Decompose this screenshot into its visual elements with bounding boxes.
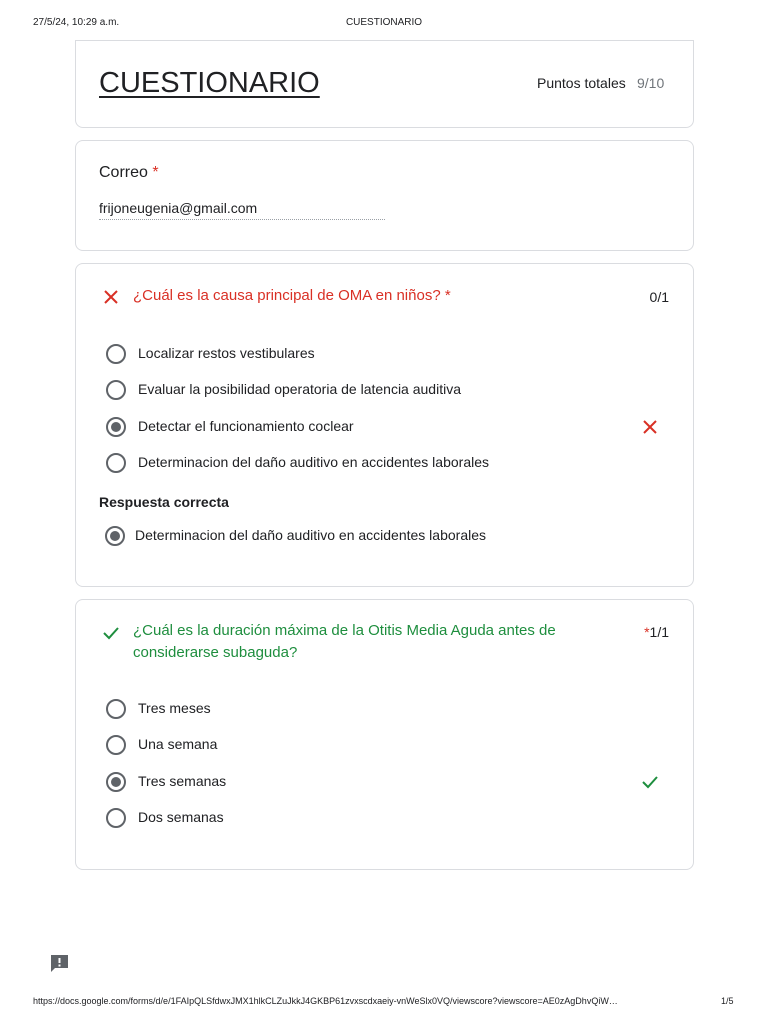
question-card-2 bbox=[75, 599, 694, 870]
radio-button[interactable] bbox=[106, 380, 126, 400]
question-score: 0/1 bbox=[649, 289, 669, 305]
option-row[interactable] bbox=[106, 771, 666, 793]
option-label: Tres semanas bbox=[138, 773, 227, 789]
total-points-value: 9/10 bbox=[637, 75, 665, 91]
form-title-card bbox=[75, 40, 694, 128]
option-label: Localizar restos vestibulares bbox=[138, 345, 315, 361]
correct-answer-heading: Respuesta correcta bbox=[99, 494, 229, 510]
option-row[interactable] bbox=[106, 416, 666, 438]
option-row[interactable] bbox=[106, 343, 666, 365]
radio-button-selected[interactable] bbox=[106, 417, 126, 437]
print-title: CUESTIONARIO bbox=[345, 17, 423, 28]
radio-button[interactable] bbox=[106, 344, 126, 364]
email-question-label bbox=[99, 164, 159, 182]
question-title: ¿Cuál es la causa principal de OMA en niños? * bbox=[133, 287, 451, 304]
email-question-card bbox=[75, 140, 694, 251]
option-label: Tres meses bbox=[138, 700, 211, 716]
correct-answer-row bbox=[105, 525, 665, 547]
question-card-1 bbox=[75, 263, 694, 587]
option-label: Una semana bbox=[138, 736, 218, 752]
footer-page-number: 1/5 bbox=[721, 996, 734, 1006]
print-header bbox=[0, 17, 768, 31]
x-icon bbox=[102, 288, 120, 306]
form-title: CUESTIONARIO bbox=[99, 67, 320, 99]
email-label-text: Correo bbox=[99, 164, 148, 181]
question-score bbox=[644, 624, 669, 640]
radio-button-selected bbox=[105, 526, 125, 546]
check-icon bbox=[102, 624, 120, 642]
footer-url: https://docs.google.com/forms/d/e/1FAIpQLSfdwxJMX1hlkCLZuJkkJ4GKBP61zvxscdxaeiy-vnWeSlx0VQ/viewscore?viewscore=AE0zAgDhvQiW… bbox=[33, 996, 618, 1006]
question-score-value: 1/1 bbox=[649, 624, 669, 640]
check-icon bbox=[641, 773, 659, 791]
total-points-label: Puntos totales bbox=[537, 75, 626, 91]
option-label: Determinacion del daño auditivo en accidentes laborales bbox=[138, 454, 489, 470]
option-label: Dos semanas bbox=[138, 809, 224, 825]
radio-button[interactable] bbox=[106, 699, 126, 719]
question-title: ¿Cuál es la duración máxima de la Otitis Media Aguda antes de considerarse subaguda? bbox=[133, 622, 556, 661]
radio-button[interactable] bbox=[106, 735, 126, 755]
option-row[interactable] bbox=[106, 379, 666, 401]
option-label: Detectar el funcionamiento coclear bbox=[138, 418, 354, 434]
option-row[interactable] bbox=[106, 807, 666, 829]
email-field[interactable]: frijoneugenia@gmail.com bbox=[99, 200, 385, 220]
print-date: 27/5/24, 10:29 a.m. bbox=[33, 17, 120, 28]
radio-button[interactable] bbox=[106, 808, 126, 828]
correct-answer-label: Determinacion del daño auditivo en accidentes laborales bbox=[135, 527, 486, 543]
option-row[interactable] bbox=[106, 734, 666, 756]
radio-button-selected[interactable] bbox=[106, 772, 126, 792]
option-row[interactable] bbox=[106, 452, 666, 474]
option-row[interactable] bbox=[106, 698, 666, 720]
radio-button[interactable] bbox=[106, 453, 126, 473]
feedback-icon[interactable] bbox=[49, 953, 70, 974]
option-label: Evaluar la posibilidad operatoria de latencia auditiva bbox=[138, 381, 461, 397]
required-marker: * bbox=[152, 164, 159, 181]
required-marker: * bbox=[644, 624, 650, 640]
x-icon bbox=[641, 418, 659, 436]
